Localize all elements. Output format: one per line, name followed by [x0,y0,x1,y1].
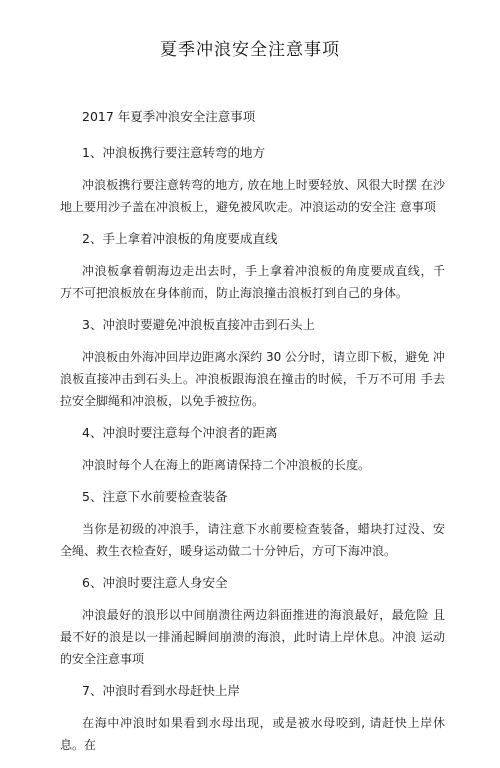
section-heading: 1、冲浪板携行要注意转弯的地方 [82,145,265,160]
document-title: 夏季冲浪安全注意事项 [160,40,340,60]
document-body [60,108,445,768]
section-paragraph: 冲浪板拿着朝海边走出去时，手上拿着冲浪板的角度要成直线，千 万不可把浪板放在身体前而，防止海浪撞击浪板打到自己的身体。 [60,264,445,300]
section-paragraph: 冲浪最好的浪形以中间崩溃往两边斜面推进的海浪最好，最危险 且最不好的浪是以一排涌起瞬间崩溃的海浪，此时请上岸休息。冲浪 运动的安全注意事项 [60,608,445,666]
section-paragraph: 当你是初级的冲浪手，请注意下水前要检查装备，蜡块打过没、安 全绳、救生衣检查好，暖身运动做二十分钟后，方可下海冲浪。 [60,522,445,558]
section-4 [60,424,445,476]
section-heading: 5、注意下水前要检查装备 [82,489,228,504]
section-5 [60,488,445,562]
section-3 [60,316,445,412]
section-1 [60,144,445,218]
section-paragraph: 在海中冲浪时如果看到水母出现，或是被水母咬到, 请赶快上岸休 息。在 [60,716,445,752]
intro-line: 2017 年夏季冲浪安全注意事项 [82,109,256,124]
section-heading: 3、冲浪时要避免冲浪板直接冲击到石头上 [82,317,315,332]
section-heading: 2、手上拿着冲浪板的角度要成直线 [82,231,278,246]
section-heading: 4、冲浪时要注意每个冲浪者的距离 [82,425,278,440]
section-paragraph: 冲浪板携行要注意转弯的地方, 放在地上时要轻放、风很大时摆 在沙地上要用沙子盖在冲浪板上，避免被风吹走。冲浪运动的安全注 意事项 [60,178,445,214]
section-heading: 6、冲浪时要注意人身安全 [82,575,228,590]
section-paragraph: 冲浪时每个人在海上的距离请保持二个冲浪板的长度。 [82,458,371,472]
section-2 [60,230,445,304]
section-paragraph: 冲浪板由外海冲回岸边距离水深约 30 公分时，请立即下板，避免 冲浪板直接冲击到石头上。冲浪板跟海浪在撞击的时候，千万不可用 手去拉安全脚绳和冲浪板，以免手被拉伤。 [60,350,445,408]
section-7 [60,682,445,756]
section-6 [60,574,445,670]
section-heading: 7、冲浪时看到水母赶快上岸 [82,683,240,698]
